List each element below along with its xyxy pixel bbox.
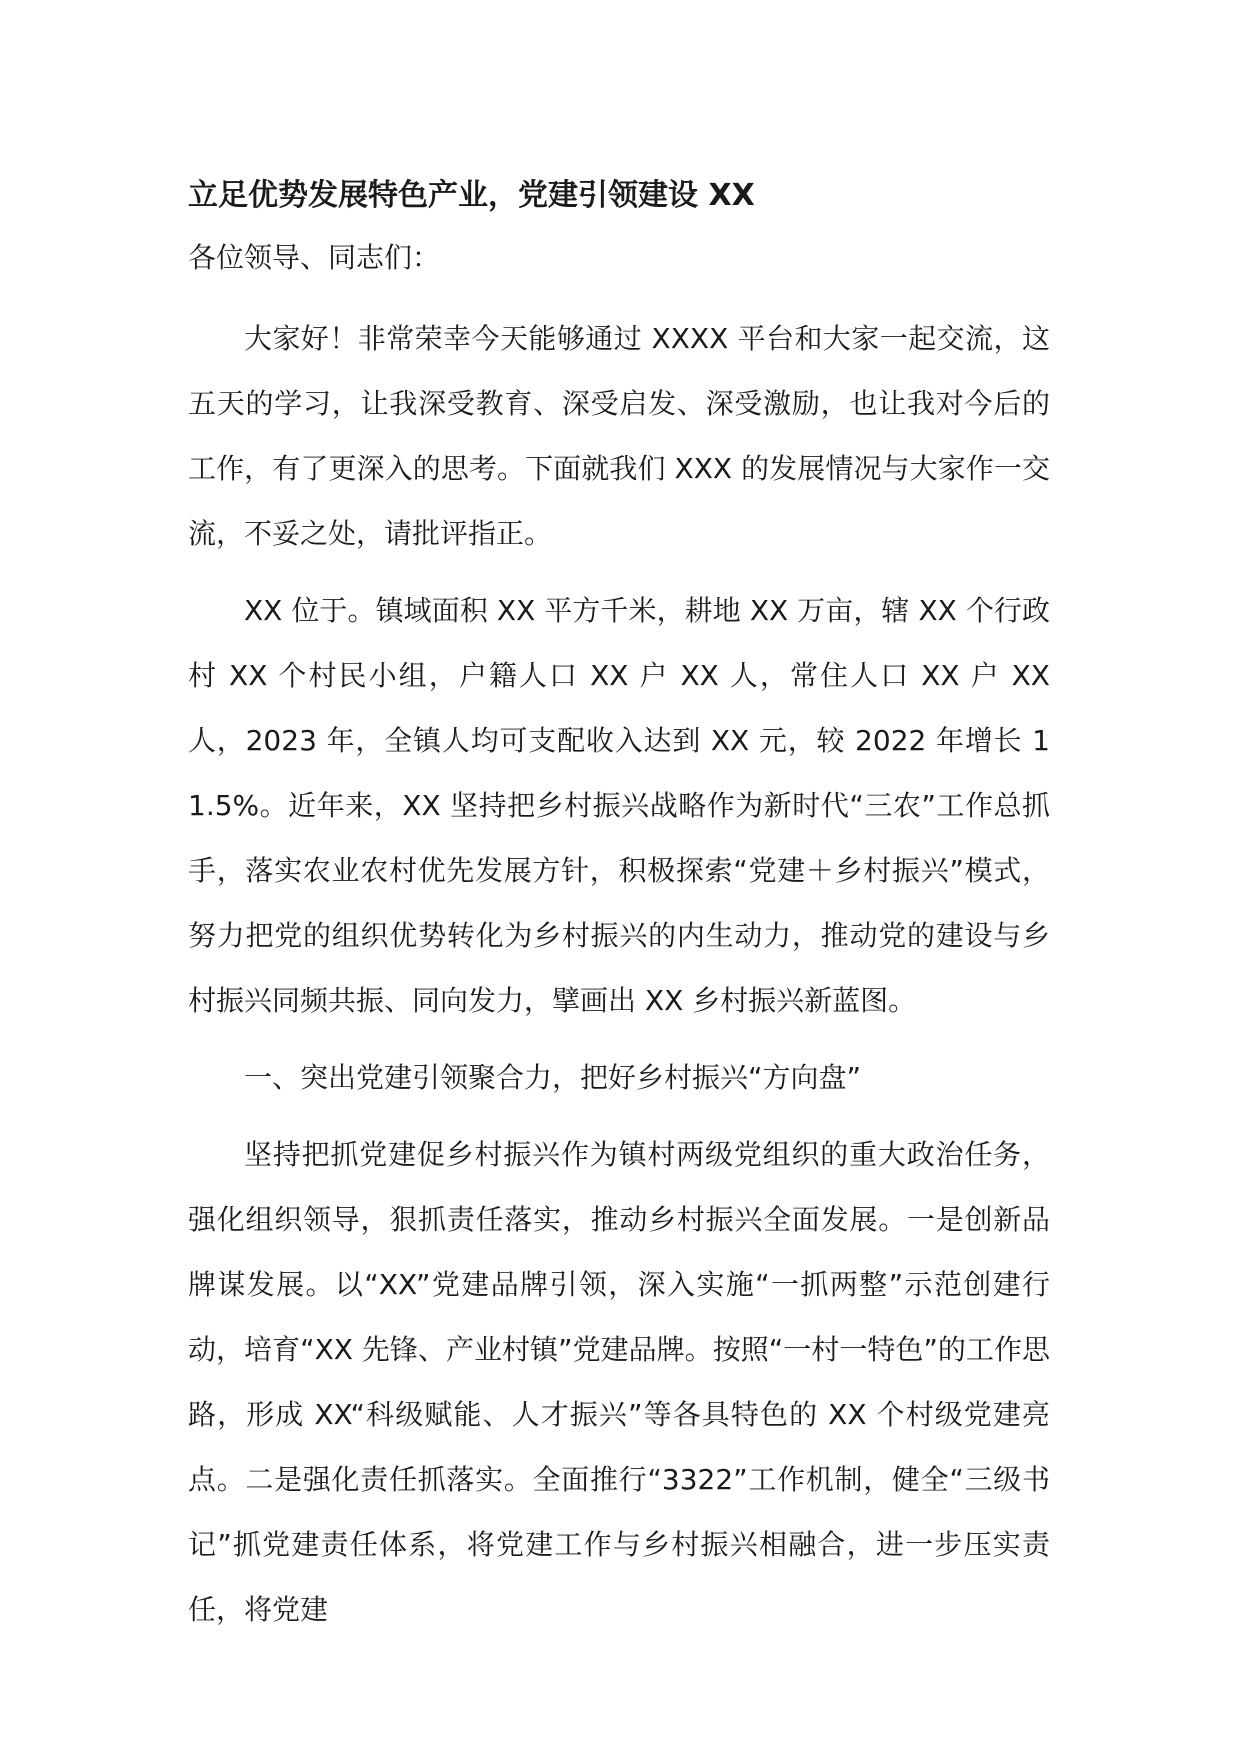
section-heading-1: 一、突出党建引领聚合力，把好乡村振兴“方向盘” — [244, 1061, 862, 1094]
document-title: 立足优势发展特色产业，党建引领建设 XX — [188, 178, 755, 213]
salutation: 各位领导、同志们： — [188, 241, 441, 274]
paragraph-greeting: 大家好！非常荣幸今天能够通过 XXXX 平台和大家一起交流，这五天的学习，让我深受教育、深受启发、深受激励，也让我对今后的工作，有了更深入的思考。下面就我们 XXX 的发展情况与大家作一交流，不妥之处，请批评指正。 — [188, 322, 1050, 550]
paragraph-party-building: 坚持把抓党建促乡村振兴作为镇村两级党组织的重大政治任务，强化组织领导，狠抓责任落实，推动乡村振兴全面发展。一是创新品牌谋发展。以“XX”党建品牌引领，深入实施“一抓两整”示范创建行动，培育“XX 先锋、产业村镇”党建品牌。按照“一村一特色”的工作思路，形成 XX“科级赋能、人才振兴”等各具特色的 XX 个村级党建亮点。二是强化责任抓落实。全面推行“3322”工作机制，健全“三级书记”抓党建责任体系，将党建工作与乡村振兴相融合，进一步压实责任，将党建 — [188, 1138, 1050, 1626]
document-body — [188, 172, 1050, 1642]
paragraph-town-overview: XX 位于。镇域面积 XX 平方千米，耕地 XX 万亩，辖 XX 个行政村 XX 个村民小组，户籍人口 XX 户 XX 人，常住人口 XX 户 XX 人，2023 年，全镇人均可支配收入达到 XX 元，较 2022 年增长 11.5%。近年来，XX 坚持把乡村振兴战略作为新时代“三农”工作总抓手，落实农业农村优先发展方针，积极探索“党建＋乡村振兴”模式，努力把党的组织优势转化为乡村振兴的内生动力，推动党的建设与乡村振兴同频共振、同向发力，擘画出 XX 乡村振兴新蓝图。 — [188, 594, 1050, 1017]
